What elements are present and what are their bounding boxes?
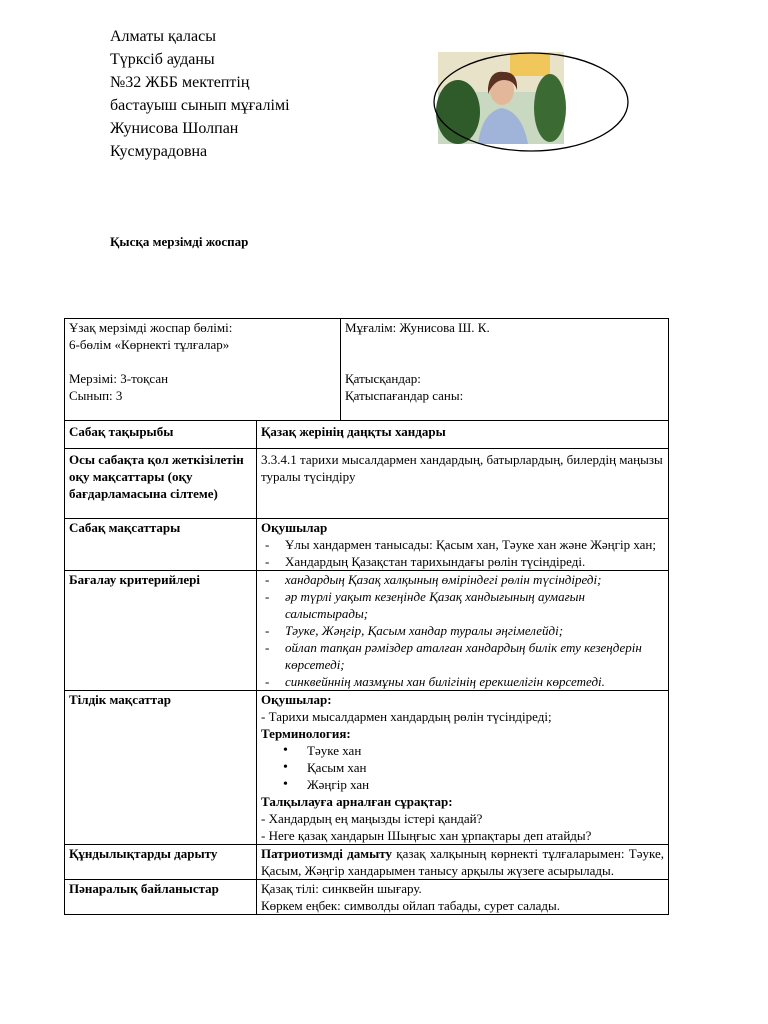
goals-row: [65, 519, 669, 571]
photo-graphic: [432, 50, 632, 154]
values-bold: Патриотизмді дамыту: [261, 846, 392, 861]
values-label: Құндылықтарды дарыту: [65, 845, 257, 880]
list-item: • Қасым хан: [261, 759, 664, 776]
criteria-list: [261, 571, 664, 690]
term-text: Мерзімі: 3-тоқсан: [69, 371, 169, 386]
list-item: - Тәуке, Жәңгір, Қасым хандар туралы әңгімелейді;: [261, 622, 664, 639]
goals-list: [261, 536, 664, 570]
criteria-cell: [257, 571, 669, 691]
topic-label: Сабақ тақырыбы: [65, 421, 257, 449]
links-row: [65, 880, 669, 915]
section-value: 6-бөлім «Көрнекті тұлғалар»: [69, 337, 230, 352]
criteria-row: [65, 571, 669, 691]
list-item: - синквейннің мазмұны хан билігінің ерекшелігін көрсетеді.: [261, 673, 664, 690]
list-item: • Жәңгір хан: [261, 776, 664, 793]
info-row: [65, 319, 669, 421]
photo-wall-picture: [510, 54, 550, 76]
absent-text: Қатыспағандар саны:: [345, 388, 464, 403]
photo-leaves-right: [534, 74, 566, 142]
topic-value: Қазақ жерінің даңқты хандары: [257, 421, 669, 449]
teacher-text: Мұғалім: Жунисова Ш. К.: [345, 320, 490, 335]
info-right-cell: [341, 319, 669, 421]
plan-title: Қысқа мерзімді жоспар: [110, 234, 249, 249]
values-text: қазақ халқының көрнекті тұлғаларымен: Тәуке, Қасым, Жәңгір хандарымен танысу арқылы жүзеге асырылады.: [261, 846, 665, 878]
language-row: [65, 691, 669, 845]
list-item: - Ұлы хандармен танысады: Қасым хан, Тәуке хан және Жәңгір хан;: [261, 536, 664, 553]
header-school: №32 ЖББ мектептің: [110, 74, 250, 91]
objectives-label: Осы сабақта қол жеткізілетін оқу мақсаттары (оқу бағдарламасына сілтеме): [65, 449, 257, 519]
info-left-cell: [65, 319, 341, 421]
goals-label: Сабақ мақсаттары: [65, 519, 257, 571]
list-item: - хандардың Қазақ халқының өміріндегі рөлін түсіндіреді;: [261, 571, 664, 588]
section-label: Ұзақ мерзімді жоспар бөлімі:: [69, 320, 233, 335]
question-item: - Хандардың ең маңызды істері қандай?: [261, 811, 483, 826]
header-district: Түрксіб ауданы: [110, 51, 215, 68]
lesson-plan-table: [64, 318, 669, 915]
present-text: Қатысқандар:: [345, 371, 421, 386]
list-item: - Хандардың Қазақстан тарихындағы рөлін түсіндіреді.: [261, 553, 664, 570]
language-label: Тілдік мақсаттар: [65, 691, 257, 845]
objectives-row: [65, 449, 669, 519]
objectives-value: 3.3.4.1 тарихи мысалдармен хандардың, батырлардың, билердің маңызы туралы түсіндіру: [257, 449, 669, 519]
questions-heading: Талқылауға арналған сұрақтар:: [261, 794, 453, 809]
grade-text: Сынып: 3: [69, 388, 123, 403]
language-cell: [257, 691, 669, 845]
goals-cell: [257, 519, 669, 571]
terminology-heading: Терминология:: [261, 726, 351, 741]
language-text: - Тарихи мысалдармен хандардың рөлін түсіндіреді;: [261, 709, 552, 724]
list-item: - ойлап тапқан рәміздер аталған хандардың билік ету кезеңдерін көрсетеді;: [261, 639, 664, 673]
values-row: [65, 845, 669, 880]
goals-heading: Оқушылар: [261, 520, 328, 535]
header-name: Жунисова Шолпан: [110, 120, 239, 137]
topic-row: [65, 421, 669, 449]
header-position: бастауыш сынып мұғалімі: [110, 97, 290, 114]
terminology-list: [261, 742, 664, 793]
links-cell: [257, 880, 669, 915]
values-cell: [257, 845, 669, 880]
criteria-label: Бағалау критерийлері: [65, 571, 257, 691]
links-item: Қазақ тілі: синквейн шығару.: [261, 881, 422, 896]
school-header: [110, 25, 290, 163]
list-item: - әр түрлі уақыт кезеңінде Қазақ хандығының аумағын салыстырады;: [261, 588, 664, 622]
teacher-photo: [432, 50, 632, 154]
list-item: • Тәуке хан: [261, 742, 664, 759]
header-patronymic: Кусмурадовна: [110, 143, 208, 160]
question-item: - Неге қазақ хандарын Шыңғыс хан ұрпақтары деп атайды?: [261, 828, 592, 843]
links-item: Көркем еңбек: символды ойлап табады, сурет салады.: [261, 898, 561, 913]
links-label: Пәнаралық байланыстар: [65, 880, 257, 915]
language-heading: Оқушылар:: [261, 692, 332, 707]
header-city: Алматы қаласы: [110, 28, 216, 45]
